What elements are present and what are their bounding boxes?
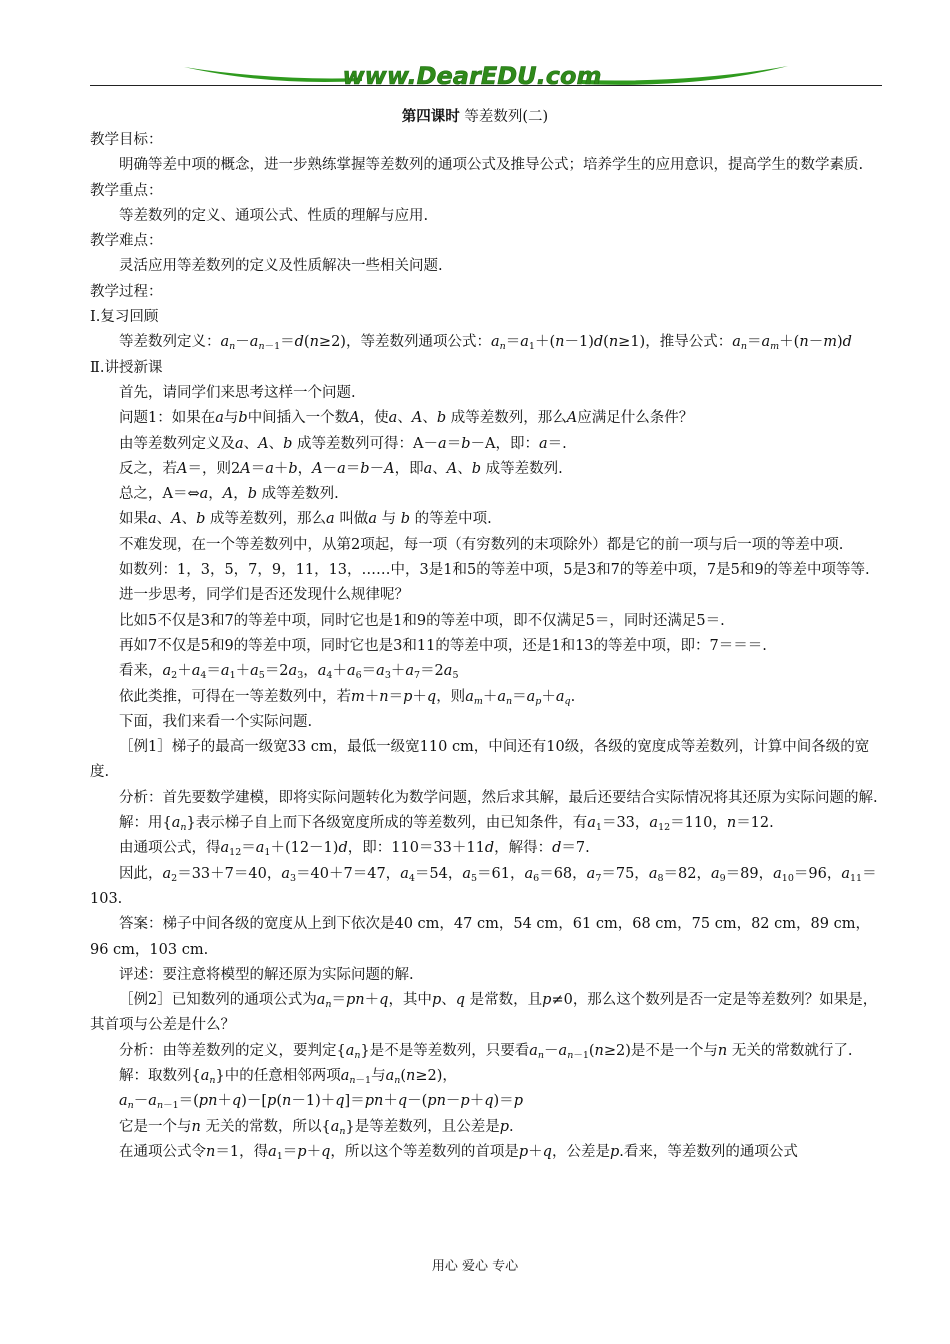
logo-swoosh-left xyxy=(184,67,362,82)
document-body xyxy=(90,128,884,1165)
goal-text: 明确等差中项的概念，进一步熟练掌握等差数列的通项公式及推导公式；培养学生的应用意识，提高学生的数学素质. xyxy=(119,157,864,174)
para-example-7: 再如7不仅是5和9的等差中项，同时它也是3和11的等差中项，还是1和13的等差中项，即：7＝＝＝. xyxy=(119,637,767,654)
question-1: 问题1：如果在a与b中间插入一个数A，使a、A、b 成等差数列，那么A应满足什么条件？ xyxy=(119,410,694,427)
para-infer: 依此类推，可得在一等差数列中，若m＋n＝p＋q，则$a_m+a_n=a_p+a_q$. xyxy=(119,688,576,707)
difficulty-text: 灵活应用等差数列的定义及性质解决一些相关问题. xyxy=(119,258,443,275)
heading-goal: 教学目标： xyxy=(90,132,163,148)
para-example-5: 比如5不仅是3和7的等差中项，同时它也是1和9的等差中项，即不仅满足5＝，同时还满足5＝. xyxy=(119,612,725,629)
solution-1-formula: 由通项公式，得$a_{12}=a_1+(12-1)d$，即：110＝33＋11d，解得：d＝7. xyxy=(119,840,590,859)
solution-2: 解：取数列$\{a_n\}$中的任意相邻两项$a_{n-1}$与$a_n(n\ge 2)$， xyxy=(119,1067,457,1086)
answer-1: 答案：梯子中间各级的宽度从上到下依次是40 cm，47 cm，54 cm，61 cm，68 cm，75 cm，82 cm，89 cm，96 cm，103 cm. xyxy=(90,916,870,958)
logo-text: www.DearEDU.com xyxy=(342,62,602,90)
heading-new: Ⅱ.讲授新课 xyxy=(90,359,163,376)
example-1: ［例1］梯子的最高一级宽33 cm，最低一级宽110 cm，中间还有10级，各级的宽度成等差数列，计算中间各级的宽度. xyxy=(90,739,870,781)
para-first: 首先，请同学们来思考这样一个问题. xyxy=(119,384,356,401)
logo-swoosh-right xyxy=(582,66,788,85)
key-text: 等差数列的定义、通项公式、性质的理解与应用. xyxy=(119,207,429,224)
review-formulas: 等差数列定义：$a_n-a_{n-1}=d(n\ge 2)$，等差数列通项公式：$a_n=a_1+(n-1)d(n\ge 1)$，推导公式：$a_n=a_m+(n-m)d$ xyxy=(119,334,852,353)
para-further: 进一步思考，同学们是否还发现什么规律呢？ xyxy=(119,587,409,604)
solution-1-values: 因此，$a_2=33+7=40$，$a_3=40+7=47$，$a_4=54$，$a_5=61$，$a_6=68$，$a_7=75$，$a_8=82$，$a_9=89$，$a_{10}=96$，$a_{11}=103$. xyxy=(90,865,877,907)
heading-process: 教学过程： xyxy=(90,283,163,300)
converse: 反之，若A＝，则2A＝a＋b，A－a＝b－A，即a、A、b 成等差数列. xyxy=(119,460,563,477)
para-below: 下面，我们来看一个实际问题. xyxy=(119,713,313,730)
heading-review: Ⅰ.复习回顾 xyxy=(90,309,159,326)
solution-2-last: 在通项公式令n＝1，得$a_1=p+q$，所以这个等差数列的首项是p＋q，公差是p.看来，等差数列的通项公式 xyxy=(119,1143,798,1162)
page-title: 第四课时 等差数列(二) xyxy=(401,108,549,125)
solution-2-equation: $a_n-a_{n-1}=(pn+q)-[p(n-1)+q]=pn+q-(pn-p+q)=p$ xyxy=(119,1093,523,1112)
analysis-1: 分析：首先要数学建模，即将实际问题转化为数学问题，然后求其解，最后还要结合实际情况将其还原为实际问题的解. xyxy=(119,789,878,806)
header-rule xyxy=(90,85,882,86)
page-footer: 用心 爱心 专心 xyxy=(431,1259,519,1274)
para-observation: 不难发现，在一个等差数列中，从第2项起，每一项（有穷数列的末项除外）都是它的前一项与后一项的等差中项. xyxy=(119,536,844,553)
example-2: ［例2］已知数列的通项公式为$a_n=pn+q$，其中p、q 是常数，且p≠0，那么这个数列是否一定是等差数列？如果是，其首项与公差是什么？ xyxy=(90,992,878,1034)
heading-difficulty: 教学难点： xyxy=(90,233,163,250)
heading-key: 教学重点： xyxy=(90,182,163,199)
para-see: 看来，$a_2+a_4=a_1+a_5=2a_3$，$a_4+a_6=a_3+a_7=2a_5$ xyxy=(119,663,459,682)
solution-1: 解：用$\{a_n\}$表示梯子自上而下各级宽度所成的等差数列，由已知条件，有$a_1=33$，$a_{12}=110$，n＝12. xyxy=(119,815,774,834)
summary: 总之，A＝⇔a，A，b 成等差数列. xyxy=(119,486,339,503)
definition-middle-term: 如果a、A、b 成等差数列，那么a 叫做a 与 b 的等差中项. xyxy=(119,511,492,528)
analysis-2: 分析：由等差数列的定义，要判定$\{a_n\}$是不是等差数列，只要看$a_n-a_{n-1}(n\ge 2)$是不是一个与n 无关的常数就行了. xyxy=(119,1042,853,1061)
solution-2-constant: 它是一个与n 无关的常数，所以$\{a_n\}$是等差数列，且公差是p. xyxy=(119,1118,514,1137)
site-logo xyxy=(182,54,790,94)
comment-1: 评述：要注意将模型的解还原为实际问题的解. xyxy=(119,966,414,983)
para-example-sequence: 如数列：1，3，5，7，9，11，13，……中，3是1和5的等差中项，5是3和7的等差中项，7是5和9的等差中项等等. xyxy=(119,562,870,579)
derivation-1: 由等差数列定义及a、A、b 成等差数列可得：A－a＝b－A，即：a＝. xyxy=(119,435,567,452)
